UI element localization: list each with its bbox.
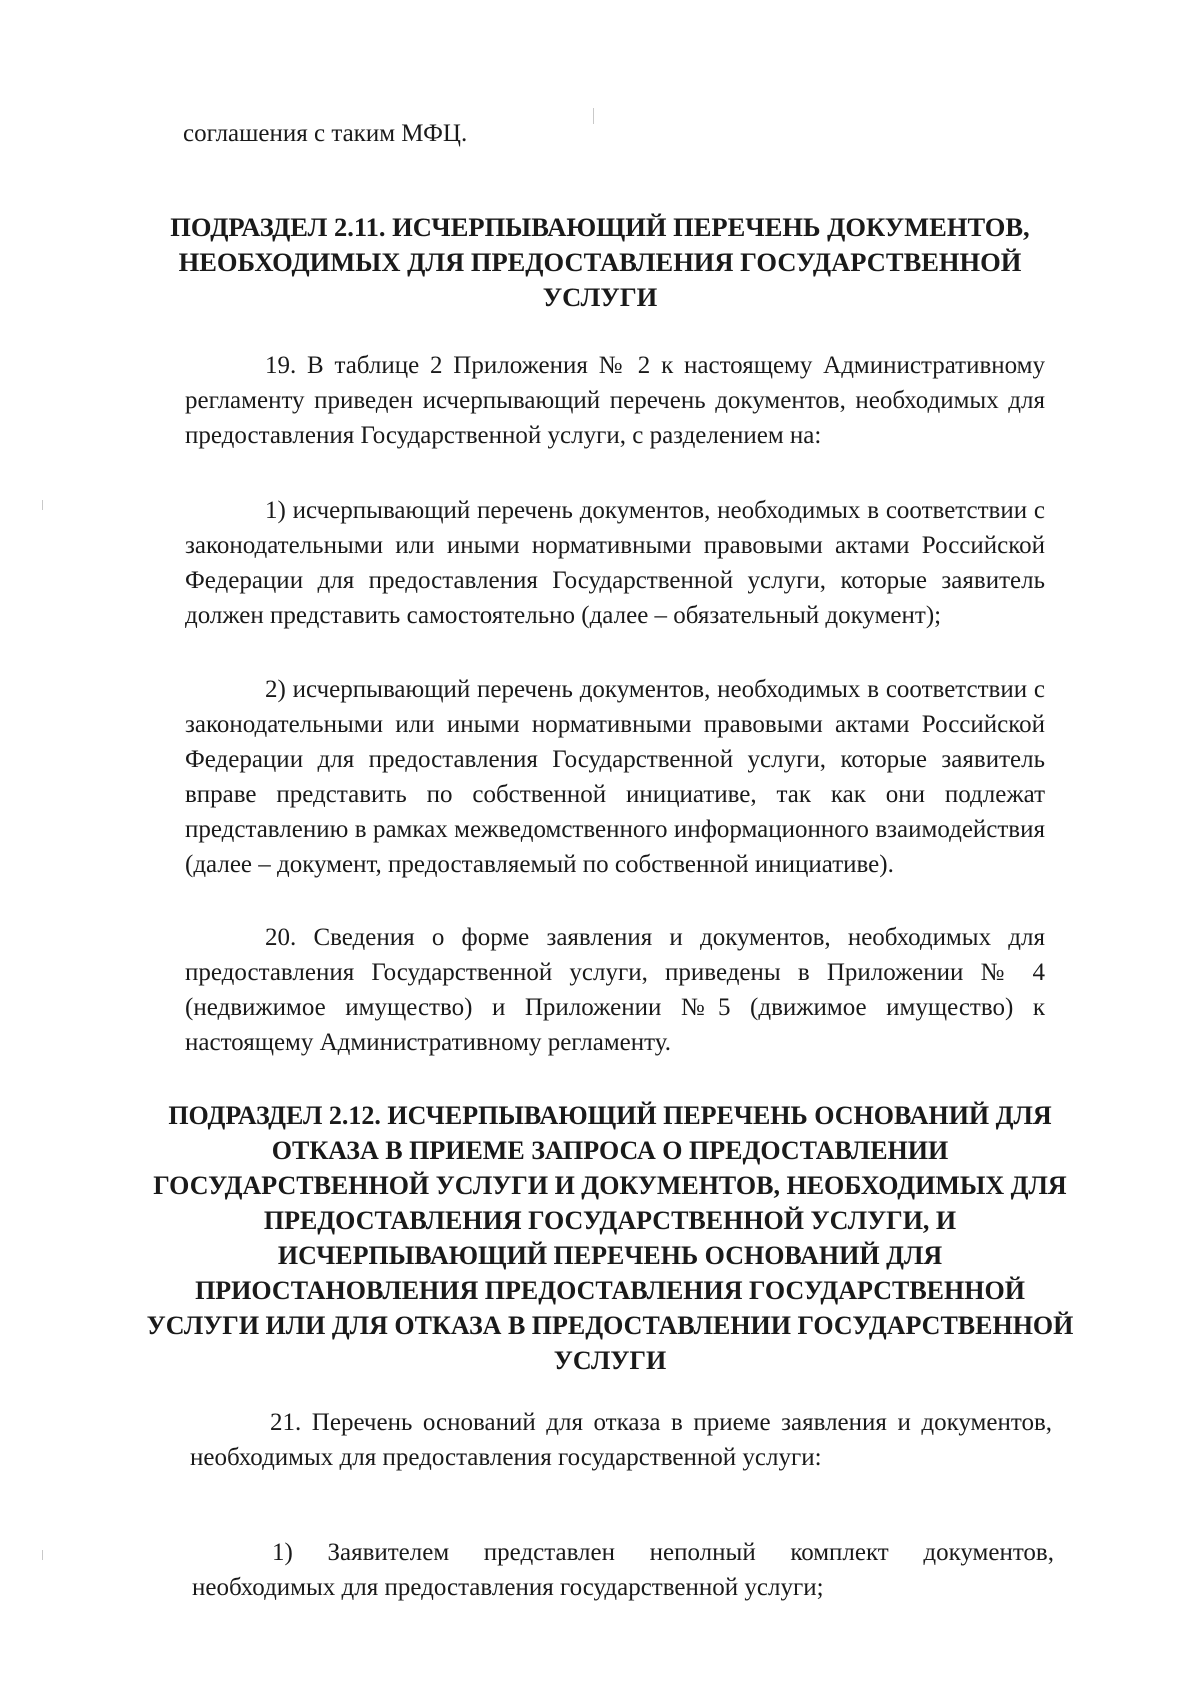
section-heading-2-11 xyxy=(150,210,1050,315)
paragraph-21-item-1 xyxy=(192,1535,1054,1605)
scan-artifact xyxy=(42,500,43,510)
heading-line: УСЛУГИ xyxy=(542,282,658,312)
section-heading-2-12 xyxy=(140,1098,1080,1378)
paragraph-19-item-2 xyxy=(185,672,1045,882)
heading-line: УСЛУГИ xyxy=(553,1346,667,1375)
paragraph-19 xyxy=(185,348,1045,453)
heading-line: ПРЕДОСТАВЛЕНИЯ ГОСУДАРСТВЕННОЙ УСЛУГИ, И xyxy=(263,1206,957,1235)
paragraph-text: 1) Заявителем представлен неполный комплект документов, необходимых для предоставления государственной услуги; xyxy=(192,1539,1054,1601)
scan-artifact xyxy=(593,108,594,124)
heading-line: ПОДРАЗДЕЛ 2.11. ИСЧЕРПЫВАЮЩИЙ ПЕРЕЧЕНЬ ДОКУМЕНТОВ, xyxy=(170,212,1030,242)
heading-line: ОТКАЗА В ПРИЕМЕ ЗАПРОСА О ПРЕДОСТАВЛЕНИИ xyxy=(271,1136,949,1165)
paragraph-text: 2) исчерпывающий перечень документов, необходимых в соответствии с законодательными или иными нормативными правовыми актами Российской Федерации для предоставления Государственной услуги, которые заявитель вправе представить по собственной инициативе, так как они подлежат представлению в рамках межведомственного информационного взаимодействия (далее – документ, предоставляемый по собственной инициативе). xyxy=(185,676,1045,878)
paragraph-text: 1) исчерпывающий перечень документов, необходимых в соответствии с законодательными или иными нормативными правовыми актами Российской Федерации для предоставления Государственной услуги, которые заявитель должен представить самостоятельно (далее – обязательный документ); xyxy=(185,497,1045,629)
paragraph-text: 19. В таблице 2 Приложения № 2 к настоящему Административному регламенту приведен исчерпывающий перечень документов, необходимых для предоставления Государственной услуги, с разделением на: xyxy=(185,352,1045,449)
paragraph-21 xyxy=(190,1405,1052,1475)
paragraph-text: 20. Сведения о форме заявления и документов, необходимых для предоставления Государственной услуги, приведены в Приложении № 4 (недвижимое имущество) и Приложении №5 (движимое имущество) к настоящему Административному регламенту. xyxy=(185,924,1045,1056)
heading-line: НЕОБХОДИМЫХ ДЛЯ ПРЕДОСТАВЛЕНИЯ ГОСУДАРСТВЕННОЙ xyxy=(178,247,1022,277)
heading-line: ПРИОСТАНОВЛЕНИЯ ПРЕДОСТАВЛЕНИЯ ГОСУДАРСТВЕННОЙ xyxy=(195,1276,1025,1305)
heading-line: ГОСУДАРСТВЕННОЙ УСЛУГИ И ДОКУМЕНТОВ, НЕОБХОДИМЫХ ДЛЯ xyxy=(153,1171,1067,1200)
heading-line: ПОДРАЗДЕЛ 2.12. ИСЧЕРПЫВАЮЩИЙ ПЕРЕЧЕНЬ ОСНОВАНИЙ ДЛЯ xyxy=(168,1101,1052,1130)
paragraph-20 xyxy=(185,920,1045,1060)
paragraph-text: 21. Перечень оснований для отказа в приеме заявления и документов, необходимых для предоставления государственной услуги: xyxy=(190,1409,1052,1471)
heading-line: УСЛУГИ ИЛИ ДЛЯ ОТКАЗА В ПРЕДОСТАВЛЕНИИ ГОСУДАРСТВЕННОЙ xyxy=(146,1311,1074,1340)
heading-line: ИСЧЕРПЫВАЮЩИЙ ПЕРЕЧЕНЬ ОСНОВАНИЙ ДЛЯ xyxy=(277,1241,943,1270)
scan-artifact xyxy=(42,1550,43,1560)
continuation-line: соглашения с таким МФЦ. xyxy=(183,120,468,147)
paragraph-19-item-1 xyxy=(185,493,1045,633)
